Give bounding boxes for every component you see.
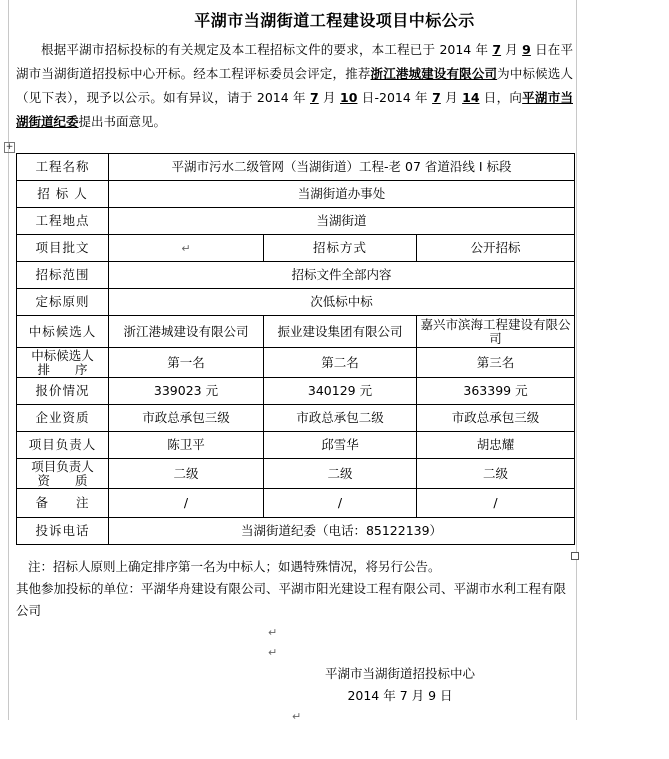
method-value: 公开招标	[417, 235, 575, 262]
scope-label: 招标范围	[17, 262, 109, 289]
principle-value: 次低标中标	[109, 289, 575, 316]
manager-label: 项目负责人	[17, 432, 109, 459]
paragraph-mark-icon: ↵	[268, 626, 278, 639]
table-row	[17, 518, 575, 545]
complaint-value: 当湖街道纪委（电话：85122139）	[109, 518, 575, 545]
table-row	[17, 348, 575, 378]
candidate-2-price: 340129 元	[264, 378, 417, 405]
project-name-value: 平湖市污水二级管网（当湖街道）工程-老 07 省道沿线 I 标段	[109, 154, 575, 181]
note-line-1: 注：招标人原则上确定排序第一名为中标人；如遇特殊情况，将另行公告。	[28, 559, 441, 574]
notes	[16, 556, 576, 622]
complaint-office: 平湖市当湖街道纪委	[16, 90, 573, 129]
candidate-3-rank: 第三名	[417, 348, 575, 378]
candidate-1-rank: 第一名	[109, 348, 264, 378]
scope-value: 招标文件全部内容	[109, 262, 575, 289]
candidate-3-manager-qualification: 二级	[417, 459, 575, 489]
table-row	[17, 289, 575, 316]
approval-value: ↵	[109, 235, 264, 262]
intro-paragraph: 根据平湖市招标投标的有关规定及本工程招标文件的要求，本工程已于 2014 年 7 月 9 日在平湖市当湖街道招投标中心开标。经本工程评标委员会评定，推荐浙江港城建设有限公司为中标候选人（见下表），现予以公示。如有异议，请于 2014 年 7 月 10 日-2014 年 7 月 14 日，向平湖市当湖街道纪委提出书面意见。	[16, 42, 574, 129]
bid-result-table	[16, 153, 575, 545]
page-margin-right	[576, 0, 577, 720]
candidate-3-name: 嘉兴市滨海工程建设有限公司	[417, 316, 575, 348]
candidate-2-remark: /	[264, 489, 417, 518]
note-line-2: 其他参加投标的单位：平湖华舟建设有限公司、平湖市阳光建设工程有限公司、平湖市水利工程有限公司	[16, 581, 567, 618]
principle-label: 定标原则	[17, 289, 109, 316]
table-row	[17, 432, 575, 459]
candidate-3-qualification: 市政总承包三级	[417, 405, 575, 432]
candidate-1-manager: 陈卫平	[109, 432, 264, 459]
table-row	[17, 181, 575, 208]
winner-name: 浙江港城建设有限公司	[370, 66, 498, 81]
candidate-3-manager: 胡忠耀	[417, 432, 575, 459]
signature-date: 2014 年 7 月 9 日	[347, 688, 453, 703]
method-label: 招标方式	[264, 235, 417, 262]
candidate-1-remark: /	[109, 489, 264, 518]
candidate-2-manager-qualification: 二级	[264, 459, 417, 489]
project-name-label: 工程名称	[17, 154, 109, 181]
remark-label: 备 注	[17, 489, 109, 518]
table-row	[17, 235, 575, 262]
page-margin-left	[8, 0, 9, 720]
document-title: 平湖市当湖街道工程建设项目中标公示	[194, 11, 475, 30]
table-row	[17, 405, 575, 432]
complaint-label: 投诉电话	[17, 518, 109, 545]
table-row	[17, 378, 575, 405]
candidate-2-rank: 第二名	[264, 348, 417, 378]
candidate-label: 中标候选人	[17, 316, 109, 348]
paragraph-mark-icon: ↵	[268, 646, 278, 659]
table-row	[17, 459, 575, 489]
qualification-label: 企业资质	[17, 405, 109, 432]
candidate-2-name: 振业建设集团有限公司	[264, 316, 417, 348]
table-row	[17, 316, 575, 348]
table-row	[17, 208, 575, 235]
approval-label: 项目批文	[17, 235, 109, 262]
table-row	[17, 262, 575, 289]
price-label: 报价情况	[17, 378, 109, 405]
table-move-handle-icon[interactable]: +	[5, 142, 14, 152]
signature-org: 平湖市当湖街道招投标中心	[324, 666, 475, 681]
candidate-2-manager: 邱雪华	[264, 432, 417, 459]
location-value: 当湖街道	[109, 208, 575, 235]
candidate-3-remark: /	[417, 489, 575, 518]
candidate-1-name: 浙江港城建设有限公司	[109, 316, 264, 348]
candidate-1-manager-qualification: 二级	[109, 459, 264, 489]
paragraph-mark-icon: ↵	[292, 710, 302, 723]
table-row	[17, 154, 575, 181]
rank-label: 中标候选人 排 序	[17, 348, 109, 378]
candidate-2-qualification: 市政总承包二级	[264, 405, 417, 432]
manager-qualification-label: 项目负责人 资 质	[17, 459, 109, 489]
location-label: 工程地点	[17, 208, 109, 235]
candidate-1-qualification: 市政总承包三级	[109, 405, 264, 432]
table-row	[17, 489, 575, 518]
tenderer-value: 当湖街道办事处	[109, 181, 575, 208]
tenderer-label: 招 标 人	[17, 181, 109, 208]
candidate-1-price: 339023 元	[109, 378, 264, 405]
candidate-3-price: 363399 元	[417, 378, 575, 405]
